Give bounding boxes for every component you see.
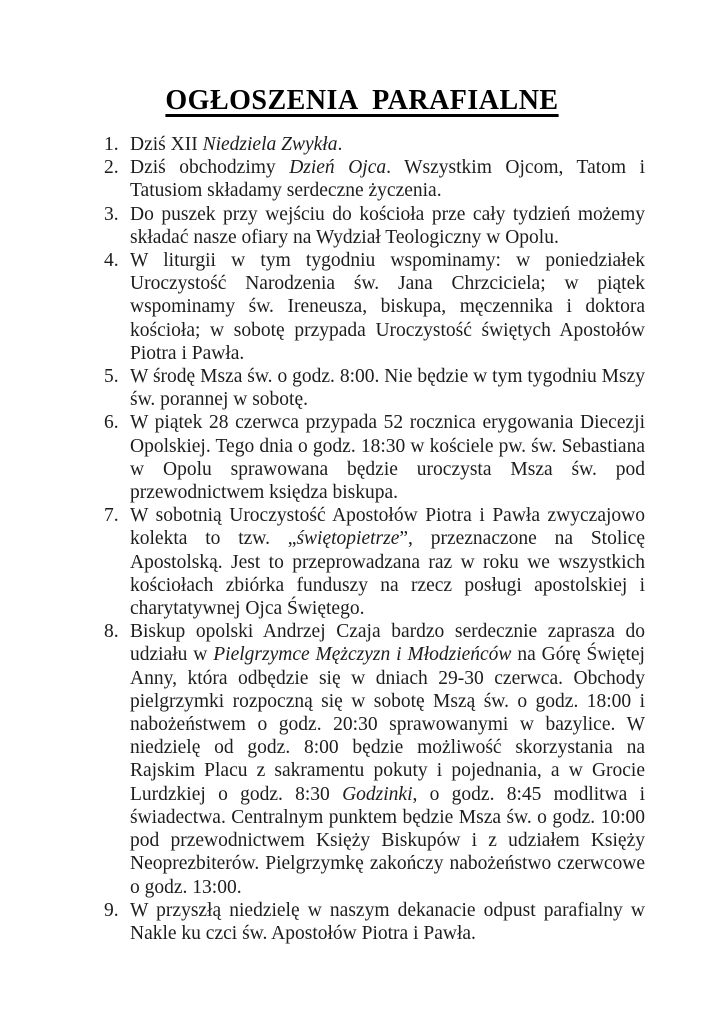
list-item xyxy=(104,156,645,202)
item-number: 6. xyxy=(104,412,119,434)
item-text: W liturgii w tym tygodniu wspominamy: w poniedziałek Uroczystość Narodzenia św. Jana Chrzciciela; w piątek wspominamy św. Ireneusza, biskupa, męczennika i doktora kościoła; w sobotę przypada Uroczystość świętych Apostołów Piotra i Pawła. xyxy=(130,250,645,364)
item-text: Dziś obchodzimy Dzień Ojca. Wszystkim Ojcom, Tatom i Tatusiom składamy serdeczne życzenia. xyxy=(130,157,645,202)
item-text: Biskup opolski Andrzej Czaja bardzo serdecznie zaprasza do udziału w Pielgrzymce Mężczyzn i Młodzieńców na Górę Świętej Anny, która odbędzie się w dniach 29-30 czerwca. Obchody pielgrzymki rozpoczną się w sobotę Mszą św. o godz. 18:00 i nabożeństwem o godz. 20:30 sprawowanymi w bazylice. W niedzielę od godz. 8:00 będzie możliwość skorzystania na Rajskim Placu z sakramentu pokuty i pojednania, a w Grocie Lurdzkiej o godz. 8:30 Godzinki, o godz. 8:45 modlitwa i świadectwa. Centralnym punktem będzie Msza św. o godz. 10:00 pod przewodnictwem Księży Biskupów i z udziałem Księży Neoprezbiterów. Pielgrzymkę zakończy nabożeństwo czerwcowe o godz. 13:00. xyxy=(130,621,645,898)
item-number: 9. xyxy=(104,899,119,921)
item-text: W środę Msza św. o godz. 8:00. Nie będzie w tym tygodniu Mszy św. porannej w sobotę. xyxy=(130,366,645,411)
list-item xyxy=(104,249,645,365)
item-text: W piątek 28 czerwca przypada 52 rocznica erygowania Diecezji Opolskiej. Tego dnia o godz. 18:30 w kościele pw. św. Sebastiana w Opolu sprawowana będzie uroczysta Msza św. pod przewodnictwem księdza biskupa. xyxy=(130,412,645,504)
item-number: 5. xyxy=(104,366,119,388)
list-item xyxy=(104,620,645,898)
list-item xyxy=(104,899,645,945)
list-item xyxy=(104,365,645,411)
page-title: OGŁOSZENIA PARAFIALNE xyxy=(165,85,559,116)
item-number: 4. xyxy=(104,250,119,272)
item-text: W przyszłą niedzielę w naszym dekanacie odpust parafialny w Nakle ku czci św. Apostołów Piotra i Pawła. xyxy=(130,899,645,944)
item-number: 3. xyxy=(104,203,119,225)
item-text: W sobotnią Uroczystość Apostołów Piotra i Pawła zwyczajowo kolekta to tzw. „świętopietrze”, przeznaczone na Stolicę Apostolską. Jest to przeprowadzana raz w roku we wszystkich kościołach zbiórka funduszy na rzecz posługi apostolskiej i charytatywnej Ojca Świętego. xyxy=(130,505,645,620)
item-number: 7. xyxy=(104,505,119,527)
item-number: 1. xyxy=(104,134,119,155)
list-item xyxy=(104,133,645,156)
item-number: 2. xyxy=(104,157,119,179)
item-text: Dziś XII Niedziela Zwykła. xyxy=(130,134,343,155)
item-text: Do puszek przy wejściu do kościoła prze cały tydzień możemy składać nasze ofiary na Wydział Teologiczny w Opolu. xyxy=(130,203,645,248)
list-item xyxy=(104,203,645,249)
announcement-list xyxy=(0,133,724,945)
item-number: 8. xyxy=(104,621,119,643)
list-item xyxy=(104,504,645,620)
list-item xyxy=(104,411,645,504)
